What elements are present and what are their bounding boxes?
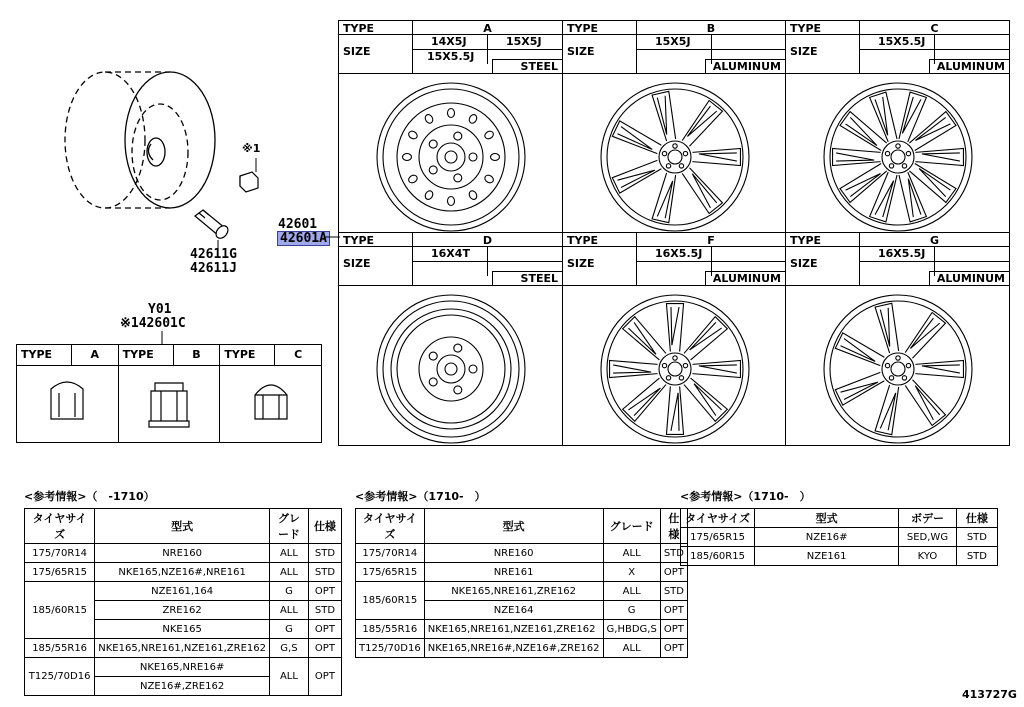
type-label: TYPE: [339, 21, 413, 35]
table-cell: SED,WG: [899, 528, 957, 547]
table-cell: NZE161: [755, 547, 899, 566]
part-number-valve-b[interactable]: 42611J: [190, 261, 237, 276]
table-cell: T125/70D16: [25, 658, 95, 696]
table-cell: G,HBDG,S: [603, 620, 660, 639]
table-cell: 175/65R15: [25, 563, 95, 582]
column-header: 型式: [95, 509, 270, 544]
table-row: [356, 639, 688, 658]
nut-type-b: [119, 345, 221, 442]
type-value: F: [637, 233, 785, 247]
lug-nut-icon: [37, 371, 97, 437]
lug-nut-icon: [241, 371, 301, 437]
table-cell: OPT: [660, 639, 687, 658]
table-cell: ALL: [603, 582, 660, 601]
ref-table-title: <参考情報>（1710- ）: [355, 490, 486, 503]
type-label: TYPE: [786, 233, 860, 247]
tire-outline: [65, 72, 215, 208]
table-cell: STD: [660, 582, 687, 601]
wheel-drawing-b[interactable]: [570, 75, 780, 235]
table-cell: NKE165,NRE16#,NZE16#,ZRE162: [424, 639, 603, 658]
size-value: 15X5J: [637, 35, 712, 50]
type-value: D: [413, 233, 562, 247]
ref-table-header: [25, 509, 342, 544]
size-value: 15X5.5J: [860, 35, 935, 50]
size-value: [413, 262, 488, 276]
wheel-nut-icon: [240, 172, 258, 192]
ref-table-title: <参考情報>（1710- ）: [680, 490, 811, 503]
wheel-drawing-g[interactable]: [793, 287, 1003, 447]
column-header: 型式: [424, 509, 603, 544]
table-cell: G,S: [270, 639, 309, 658]
column-header: 型式: [755, 509, 899, 528]
table-cell: OPT: [660, 620, 687, 639]
table-cell: OPT: [660, 601, 687, 620]
part-number-nut-b[interactable]: ※142601C: [120, 316, 186, 331]
table-row: [356, 620, 688, 639]
table-cell: NRE161: [424, 563, 603, 582]
table-cell: NZE164: [424, 601, 603, 620]
column-header: 仕様: [660, 509, 687, 544]
column-header: タイヤサイズ: [356, 509, 425, 544]
type-value: G: [860, 233, 1009, 247]
size-value: 16X5.5J: [860, 247, 935, 262]
wheel-drawing-d[interactable]: [346, 287, 556, 447]
table-row: [25, 582, 342, 601]
table-cell: 185/60R15: [681, 547, 755, 566]
table-cell: 185/60R15: [356, 582, 425, 620]
column-header: ボデー: [899, 509, 957, 528]
size-value: [488, 247, 562, 262]
column-header: グレード: [603, 509, 660, 544]
table-cell: OPT: [308, 582, 341, 601]
size-value: [860, 50, 935, 64]
ref-table: [24, 508, 342, 696]
nut-type-a: [17, 345, 119, 442]
type-label: TYPE: [786, 21, 860, 35]
table-cell: 175/65R15: [681, 528, 755, 547]
size-value: 15X5.5J: [413, 50, 488, 64]
column-header: タイヤサイズ: [25, 509, 95, 544]
table-row: [356, 582, 688, 601]
nut-type-c: [220, 345, 321, 442]
table-row: [681, 528, 998, 547]
size-value: [712, 35, 785, 50]
table-cell: OPT: [308, 620, 341, 639]
table-cell: NRE160: [424, 544, 603, 563]
type-value: A: [90, 348, 100, 361]
material-label: STEEL: [492, 59, 562, 73]
wheel-panel-type-d: [339, 233, 563, 445]
table-row: [25, 639, 342, 658]
material-label: ALUMINUM: [705, 59, 785, 73]
ref-table: [355, 508, 688, 658]
column-header: タイヤサイズ: [681, 509, 755, 528]
material-label: ALUMINUM: [929, 59, 1009, 73]
wheel-drawing-c[interactable]: [793, 75, 1003, 235]
table-cell: 185/55R16: [25, 639, 95, 658]
table-cell: 185/60R15: [25, 582, 95, 639]
size-label: SIZE: [786, 35, 860, 73]
type-value: A: [413, 21, 562, 35]
wheel-type-grid: [338, 20, 1010, 446]
wheel-exploded-view: [0, 0, 340, 300]
column-header: 仕様: [308, 509, 341, 544]
table-cell: ALL: [603, 544, 660, 563]
ref-table-header: [681, 509, 998, 528]
nut-type-table: [16, 344, 322, 443]
material-label: ALUMINUM: [929, 271, 1009, 285]
table-cell: ALL: [270, 658, 309, 696]
table-cell: 175/65R15: [356, 563, 425, 582]
size-label: SIZE: [563, 35, 637, 73]
table-cell: 175/70R14: [25, 544, 95, 563]
part-number-valve-a[interactable]: 42611G: [190, 247, 237, 262]
type-label: TYPE: [220, 345, 275, 365]
table-cell: STD: [308, 563, 341, 582]
wheel-drawing-a[interactable]: [346, 75, 556, 235]
column-header: 仕様: [956, 509, 997, 528]
type-value: C: [294, 348, 303, 361]
material-label: ALUMINUM: [705, 271, 785, 285]
lug-nut-icon: [139, 371, 199, 437]
table-row: [25, 544, 342, 563]
part-number-wheel-a[interactable]: 42601: [278, 217, 318, 232]
table-cell: NKE165,NZE16#,NRE161: [95, 563, 270, 582]
part-number-nut-a[interactable]: Y01: [148, 302, 172, 317]
table-cell: STD: [956, 547, 997, 566]
size-value: 16X4T: [413, 247, 488, 262]
table-cell: 185/55R16: [356, 620, 425, 639]
size-label: SIZE: [339, 247, 413, 285]
type-label: TYPE: [563, 21, 637, 35]
size-value: [637, 262, 712, 276]
table-cell: X: [603, 563, 660, 582]
table-cell: STD: [308, 601, 341, 620]
table-cell: ALL: [270, 544, 309, 563]
table-cell: ALL: [270, 601, 309, 620]
wheel-panel-type-c: [786, 21, 1009, 233]
table-cell: NKE165,NRE161,NZE161,ZRE162: [95, 639, 270, 658]
type-label: TYPE: [339, 233, 413, 247]
size-value: 16X5.5J: [637, 247, 712, 262]
wheel-panel-type-f: [563, 233, 786, 445]
table-cell: NKE165,NRE16#: [95, 658, 270, 677]
table-row: [356, 544, 688, 563]
wheel-panel-type-a: [339, 21, 563, 233]
table-row: [25, 563, 342, 582]
table-cell: NKE165,NRE161,ZRE162: [424, 582, 603, 601]
size-value: [860, 262, 935, 276]
ref-table-header: [356, 509, 688, 544]
table-cell: NZE161,164: [95, 582, 270, 601]
table-cell: 175/70R14: [356, 544, 425, 563]
size-value: [935, 247, 1009, 262]
leader-line: [160, 331, 164, 345]
wheel-panel-type-b: [563, 21, 786, 233]
table-cell: NKE165: [95, 620, 270, 639]
table-cell: NKE165,NRE161,NZE161,ZRE162: [424, 620, 603, 639]
size-value: 14X5J: [413, 35, 488, 50]
part-number-wheel-b[interactable]: 42601A: [280, 231, 327, 246]
type-label: TYPE: [17, 345, 72, 365]
table-cell: STD: [308, 544, 341, 563]
table-cell: ALL: [270, 563, 309, 582]
table-cell: OPT: [308, 639, 341, 658]
size-label: SIZE: [786, 247, 860, 285]
table-cell: STD: [660, 544, 687, 563]
table-row: [681, 547, 998, 566]
wheel-panel-type-g: [786, 233, 1009, 445]
size-value: [637, 50, 712, 64]
ref-table: [680, 508, 998, 566]
table-cell: ZRE162: [95, 601, 270, 620]
table-row: [25, 658, 342, 677]
table-cell: OPT: [660, 563, 687, 582]
size-value: 15X5J: [488, 35, 562, 50]
column-header: グレード: [270, 509, 309, 544]
table-cell: G: [270, 582, 309, 601]
table-cell: NZE16#: [755, 528, 899, 547]
table-cell: G: [603, 601, 660, 620]
table-row: [356, 563, 688, 582]
table-cell: G: [270, 620, 309, 639]
table-cell: NRE160: [95, 544, 270, 563]
table-cell: OPT: [308, 658, 341, 696]
type-label: TYPE: [563, 233, 637, 247]
table-cell: T125/70D16: [356, 639, 425, 658]
table-cell: ALL: [603, 639, 660, 658]
wheel-drawing-f[interactable]: [570, 287, 780, 447]
type-value: B: [192, 348, 201, 361]
material-label: STEEL: [492, 271, 562, 285]
table-cell: STD: [956, 528, 997, 547]
figure-id: 413727G: [962, 688, 1017, 701]
note-marker: ※1: [242, 142, 261, 155]
size-value: [935, 35, 1009, 50]
table-cell: NZE16#,ZRE162: [95, 677, 270, 696]
size-label: SIZE: [563, 247, 637, 285]
table-cell: KYO: [899, 547, 957, 566]
size-label: SIZE: [339, 35, 413, 73]
size-value: [712, 247, 785, 262]
ref-table-title: <参考情報>（ -1710）: [24, 490, 155, 503]
valve-stem-icon: [195, 210, 230, 241]
type-value: C: [860, 21, 1009, 35]
type-value: B: [637, 21, 785, 35]
type-label: TYPE: [119, 345, 174, 365]
